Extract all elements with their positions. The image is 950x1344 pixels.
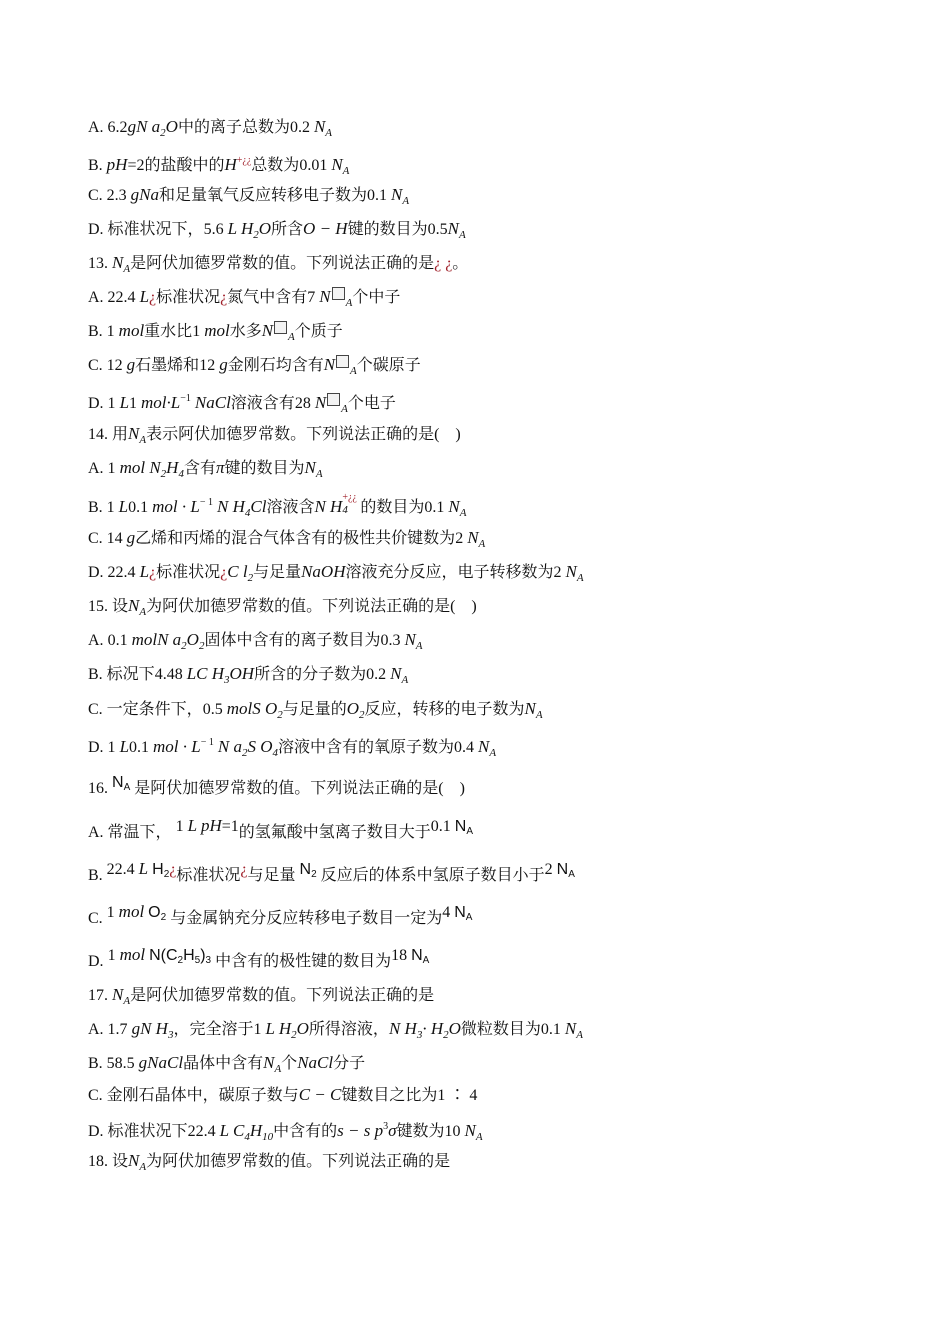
option-13-c: C. 12 g石墨烯和12 g金刚石均含有N $_A$个碳原子 — [88, 355, 421, 377]
option-15-d: D. 1 L0.1 mol · $L^{- 1}$ N $a_2S$ $O_4$溶液中含有的氧原子数为0.4 $N_A$ — [88, 737, 497, 759]
ion-charge-stack: +¿¿ 4 — [342, 492, 357, 516]
question-16-stem: 16. NA 是阿伏加德罗常数的值。下列说法正确的是( ) — [88, 774, 465, 797]
option-12-b: B. pH=2的盐酸中的H+¿¿总数为0.01 $N_A$ — [88, 155, 350, 177]
option-13-d: D. 1 L1 $mol\cdot L^{-1}$ NaCl溶液含有28 N $_A$个电子 — [88, 393, 396, 415]
option-14-b: B. 1 L0.1 mol · $L^{- 1}$ N $H_4Cl$溶液含N H +¿¿ 4 的数目为0.1 $N_A$ — [88, 492, 467, 519]
option-14-d: D. 22.4 L¿标准状况¿C $l_2$与足量NaOH溶液充分反应，电子转移数为2 $N_A$ — [88, 562, 584, 584]
option-15-c: C. 一定条件下，0.5 molS $O_2$与足量的$O_2$反应，转移的电子数为$N_A$ — [88, 699, 543, 721]
question-17-stem: 17. $N_A$是阿伏加德罗常数的值。下列说法正确的是 — [88, 985, 435, 1007]
option-12-a: A. 6.2gN $a_2O$中的离子总数为0.2 $N_A$ — [88, 117, 333, 139]
option-17-b: B. 58.5 gNaCl晶体中含有$N_A$个NaCl分子 — [88, 1053, 366, 1075]
missing-glyph-box — [327, 393, 340, 406]
option-15-a: A. 0.1 molN $a_2O_2$固体中含有的离子数目为0.3 $N_A$ — [88, 630, 423, 652]
option-15-b: B. 标况下4.48 LC $H_3OH$所含的分子数为0.2 $N_A$ — [88, 664, 409, 686]
option-13-a: A. 22.4 L¿标准状况¿氮气中含有7 N $_A$个中子 — [88, 287, 401, 309]
question-14-stem: 14. 用$N_A$表示阿伏加德罗常数。下列说法正确的是( ) — [88, 424, 461, 446]
question-15-stem: 15. 设$N_A$为阿伏加德罗常数的值。下列说法正确的是( ) — [88, 596, 477, 618]
option-12-d: D. 标准状况下，5.6 L $H_2O$所含O − H键的数目为$0.5N_A$ — [88, 219, 466, 241]
option-17-d: D. 标准状况下22.4 L $C_4H_{10}$中含有的s − s $p^3\sigma$键数为10 $N_A$ — [88, 1121, 483, 1143]
missing-glyph-box — [332, 287, 345, 300]
option-16-d: D. 1 mol N(C2H5)3 中含有的极性键的数目为18 NA — [88, 945, 430, 970]
missing-glyph-box — [274, 321, 287, 334]
question-13-stem: 13. $N_A$是阿伏加德罗常数的值。下列说法正确的是¿ ¿。 — [88, 253, 469, 275]
option-17-a: A. 1.7 gN $H_3$，完全溶于1 L $H_2O$所得溶液，N $H_3\cdot H_2O$微粒数目为0.1 $N_A$ — [88, 1019, 583, 1041]
option-14-c: C. 14 g乙烯和丙烯的混合气体含有的极性共价键数为2 $N_A$ — [88, 528, 486, 550]
missing-glyph-box — [336, 355, 349, 368]
option-12-c: C. 2.3 gNa和足量氧气反应转移电子数为0.1 $N_A$ — [88, 185, 410, 207]
option-14-a: A. 1 mol $N_2H_4$含有π键的数目为$N_A$ — [88, 458, 323, 480]
option-16-c: C. 1 mol O2 与金属钠充分反应转移电子数目一定为4 NA — [88, 902, 473, 927]
option-16-b: B. 22.4 L H2¿标准状况¿与足量 N2 反应后的体系中氢原子数目小于2 NA — [88, 859, 575, 884]
option-16-a: A. 常温下， 1 L pH=1的氢氟酸中氢离子数目大于0.1 NA — [88, 816, 474, 841]
option-17-c: C. 金刚石晶体中，碳原子数与C − C键数目之比为1 ∶ 4 — [88, 1085, 478, 1104]
question-18-stem: 18. 设$N_A$为阿伏加德罗常数的值。下列说法正确的是 — [88, 1151, 451, 1173]
option-13-b: B. 1 mol重水比1 mol水多N $_A$个质子 — [88, 321, 343, 343]
